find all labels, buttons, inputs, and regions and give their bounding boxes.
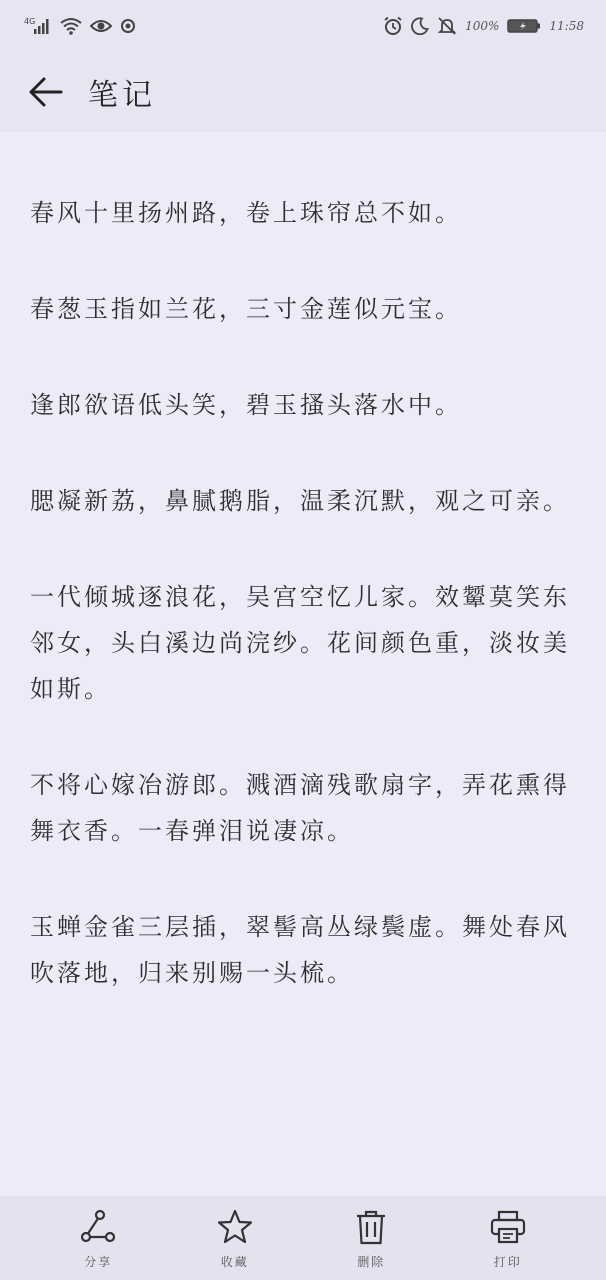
header xyxy=(0,52,606,132)
mute-icon xyxy=(437,16,457,36)
favorite-label: 收藏 xyxy=(220,1254,249,1269)
wifi-icon xyxy=(60,16,82,36)
record-icon xyxy=(120,16,136,36)
network-type: 4G xyxy=(24,17,36,26)
alarm-icon xyxy=(383,16,403,36)
moon-icon xyxy=(411,16,429,36)
back-button[interactable] xyxy=(26,72,66,112)
share-icon xyxy=(78,1207,118,1247)
note-content[interactable] xyxy=(0,132,606,1196)
note-paragraph: 逢郎欲语低头笑，碧玉搔头落水中。 xyxy=(30,391,462,419)
delete-label: 删除 xyxy=(357,1254,386,1269)
status-bar-right xyxy=(383,16,584,36)
favorite-button[interactable] xyxy=(187,1207,283,1270)
note-paragraph: 一代倾城逐浪花，吴宫空忆儿家。效颦莫笑东邻女，头白溪边尚浣纱。花间颜色重，淡妆美如斯。 xyxy=(30,583,570,703)
printer-icon xyxy=(488,1207,528,1247)
status-bar-left xyxy=(24,16,136,36)
eye-icon xyxy=(90,16,112,36)
trash-icon xyxy=(351,1207,391,1247)
page-title: 笔记 xyxy=(88,78,156,113)
star-icon xyxy=(215,1207,255,1247)
note-paragraph: 春风十里扬州路，卷上珠帘总不如。 xyxy=(30,199,462,227)
battery-percent: 100% xyxy=(465,19,500,33)
arrow-left-icon xyxy=(29,77,63,107)
share-label: 分享 xyxy=(84,1254,113,1269)
note-paragraph: 玉蝉金雀三层插，翠髻高丛绿鬓虚。舞处春风吹落地，归来别赐一头梳。 xyxy=(30,913,570,987)
clock: 11:58 xyxy=(549,19,584,33)
delete-button[interactable] xyxy=(323,1207,419,1270)
print-button[interactable] xyxy=(460,1207,556,1270)
note-paragraph: 不将心嫁冶游郎。溅酒滴残歌扇字，弄花熏得舞衣香。一春弹泪说凄凉。 xyxy=(30,771,570,845)
signal-icon xyxy=(24,16,52,36)
note-paragraph: 腮凝新荔，鼻腻鹅脂，温柔沉默，观之可亲。 xyxy=(30,487,570,515)
share-button[interactable] xyxy=(50,1207,146,1270)
note-paragraph: 春葱玉指如兰花，三寸金莲似元宝。 xyxy=(30,295,462,323)
status-bar xyxy=(0,0,606,52)
bottom-toolbar xyxy=(0,1196,606,1280)
battery-icon xyxy=(507,16,541,36)
print-label: 打印 xyxy=(493,1254,522,1269)
